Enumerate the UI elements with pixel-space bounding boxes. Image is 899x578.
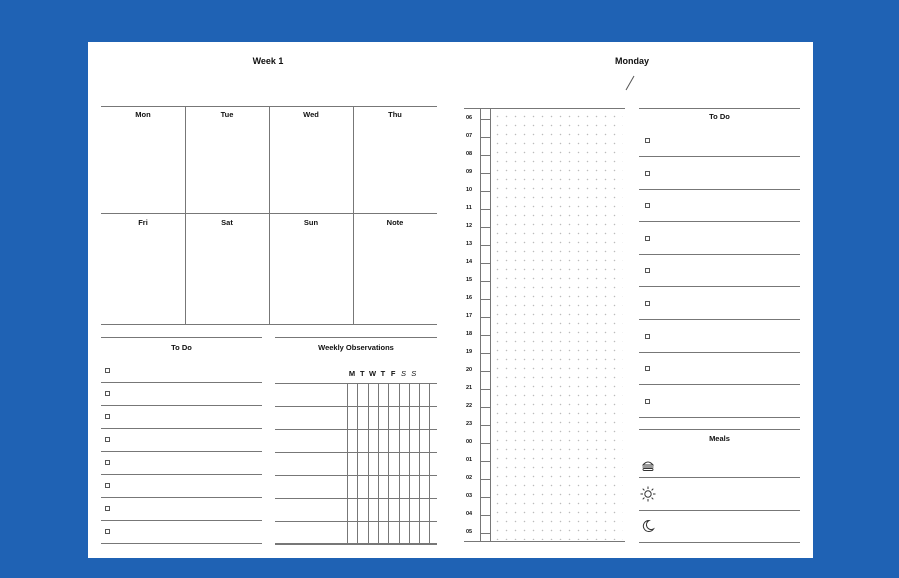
hour-tick <box>480 497 490 498</box>
todo-line <box>639 221 800 222</box>
hour-label: 05 <box>466 529 473 535</box>
todo-checkbox[interactable] <box>105 529 110 534</box>
hour-label: 02 <box>466 475 473 481</box>
hour-label: 18 <box>466 331 473 337</box>
hour-tick <box>480 533 490 534</box>
todo-line <box>101 543 262 544</box>
hour-tick <box>480 515 490 516</box>
planner-sheet <box>88 42 813 558</box>
hour-label: 09 <box>466 169 473 175</box>
hour-tick <box>480 479 490 480</box>
todo-checkbox[interactable] <box>645 171 650 176</box>
todo-checkbox[interactable] <box>645 399 650 404</box>
hour-tick <box>480 119 490 120</box>
meals-title: Meals <box>709 434 730 443</box>
burger-icon <box>641 458 655 470</box>
todo-line <box>101 405 262 406</box>
todo-line <box>101 382 262 383</box>
observation-line <box>275 406 437 407</box>
hour-tick <box>480 389 490 390</box>
hour-label: 06 <box>466 115 473 121</box>
hour-label: 19 <box>466 349 473 355</box>
todo-checkbox[interactable] <box>645 138 650 143</box>
hour-label: 15 <box>466 277 473 283</box>
weekday-letter: S <box>400 369 406 378</box>
date-slash-icon <box>624 75 636 91</box>
hour-tick <box>480 407 490 408</box>
weekday-letter: T <box>380 369 386 378</box>
hour-tick <box>480 137 490 138</box>
day-label-sat: Sat <box>221 218 233 227</box>
week-title: Week 1 <box>252 56 284 66</box>
todo-line <box>101 474 262 475</box>
hour-label: 23 <box>466 421 473 427</box>
todo-checkbox[interactable] <box>105 506 110 511</box>
todo-line <box>101 428 262 429</box>
tracker-col <box>357 383 358 543</box>
hour-tick <box>480 371 490 372</box>
weekday-letter: T <box>360 369 365 378</box>
moon-icon <box>641 519 655 533</box>
hour-tick <box>480 263 490 264</box>
tracker-col <box>368 383 369 543</box>
tracker-col <box>347 383 348 543</box>
hour-label: 01 <box>466 457 473 463</box>
hour-label: 11 <box>466 205 472 211</box>
observation-line <box>275 498 437 499</box>
hour-tick <box>480 227 490 228</box>
hour-label: 00 <box>466 439 473 445</box>
day-label-note: Note <box>386 218 404 227</box>
hour-label: 12 <box>466 223 473 229</box>
hour-tick <box>480 173 490 174</box>
todo-line <box>639 384 800 385</box>
hour-tick <box>480 155 490 156</box>
hour-label: 03 <box>466 493 473 499</box>
weekday-letter: W <box>369 369 377 378</box>
hour-label: 07 <box>466 133 473 139</box>
hour-label: 08 <box>466 151 473 157</box>
dot-grid <box>493 112 623 540</box>
todo-line <box>639 286 800 287</box>
observation-line <box>275 383 437 384</box>
observation-line <box>275 475 437 476</box>
todo-checkbox[interactable] <box>105 483 110 488</box>
observation-line <box>275 521 437 522</box>
todo-checkbox[interactable] <box>105 460 110 465</box>
day-label-tue: Tue <box>220 110 234 119</box>
todo-checkbox[interactable] <box>105 437 110 442</box>
hour-label: 04 <box>466 511 473 517</box>
observation-line <box>275 429 437 430</box>
todo-checkbox[interactable] <box>645 334 650 339</box>
hour-label: 13 <box>466 241 473 247</box>
day-label-fri: Fri <box>138 218 148 227</box>
todo-checkbox[interactable] <box>645 236 650 241</box>
hour-tick <box>480 317 490 318</box>
day-label-thu: Thu <box>388 110 402 119</box>
weekday-letter: S <box>411 369 417 378</box>
observation-line <box>275 544 437 545</box>
day-label-wed: Wed <box>303 110 319 119</box>
todo-line <box>101 497 262 498</box>
day-label-mon: Mon <box>135 110 151 119</box>
todo-line <box>639 254 800 255</box>
hour-tick <box>480 425 490 426</box>
tracker-col <box>399 383 400 543</box>
todo-line <box>639 156 800 157</box>
hour-tick <box>480 335 490 336</box>
observation-line <box>275 452 437 453</box>
hour-tick <box>480 191 490 192</box>
tracker-col <box>409 383 410 543</box>
todo-checkbox[interactable] <box>645 203 650 208</box>
hour-tick <box>480 245 490 246</box>
todo-line <box>639 352 800 353</box>
todo-line <box>639 319 800 320</box>
weekly-observations-title: Weekly Observations <box>318 343 394 352</box>
hour-label: 16 <box>466 295 473 301</box>
tracker-col <box>378 383 379 543</box>
todo-checkbox[interactable] <box>645 301 650 306</box>
todo-line <box>101 451 262 452</box>
hour-label: 14 <box>466 259 473 265</box>
hour-tick <box>480 443 490 444</box>
day-label-sun: Sun <box>303 218 319 227</box>
todo-checkbox[interactable] <box>645 268 650 273</box>
hour-tick <box>480 281 490 282</box>
hour-label: 17 <box>466 313 473 319</box>
weekday-letter: F <box>390 369 396 378</box>
tracker-col <box>388 383 389 543</box>
tracker-col <box>429 383 430 543</box>
hour-tick <box>480 299 490 300</box>
sun-icon <box>640 486 656 502</box>
daily-todo-title: To Do <box>709 112 730 121</box>
hour-label: 10 <box>466 187 473 193</box>
todo-line <box>639 417 800 418</box>
tracker-col <box>419 383 420 543</box>
todo-checkbox[interactable] <box>105 368 110 373</box>
hour-tick <box>480 353 490 354</box>
hour-label: 21 <box>466 385 473 391</box>
hour-tick <box>480 209 490 210</box>
todo-checkbox[interactable] <box>645 366 650 371</box>
week-todo-title: To Do <box>171 343 192 352</box>
todo-line <box>101 520 262 521</box>
hour-label: 22 <box>466 403 473 409</box>
todo-checkbox[interactable] <box>105 391 110 396</box>
todo-line <box>639 189 800 190</box>
weekday-letter: M <box>348 369 356 378</box>
hour-tick <box>480 461 490 462</box>
daily-title: Monday <box>614 56 649 66</box>
todo-checkbox[interactable] <box>105 414 110 419</box>
hour-label: 20 <box>466 367 473 373</box>
observation-line <box>275 543 437 544</box>
